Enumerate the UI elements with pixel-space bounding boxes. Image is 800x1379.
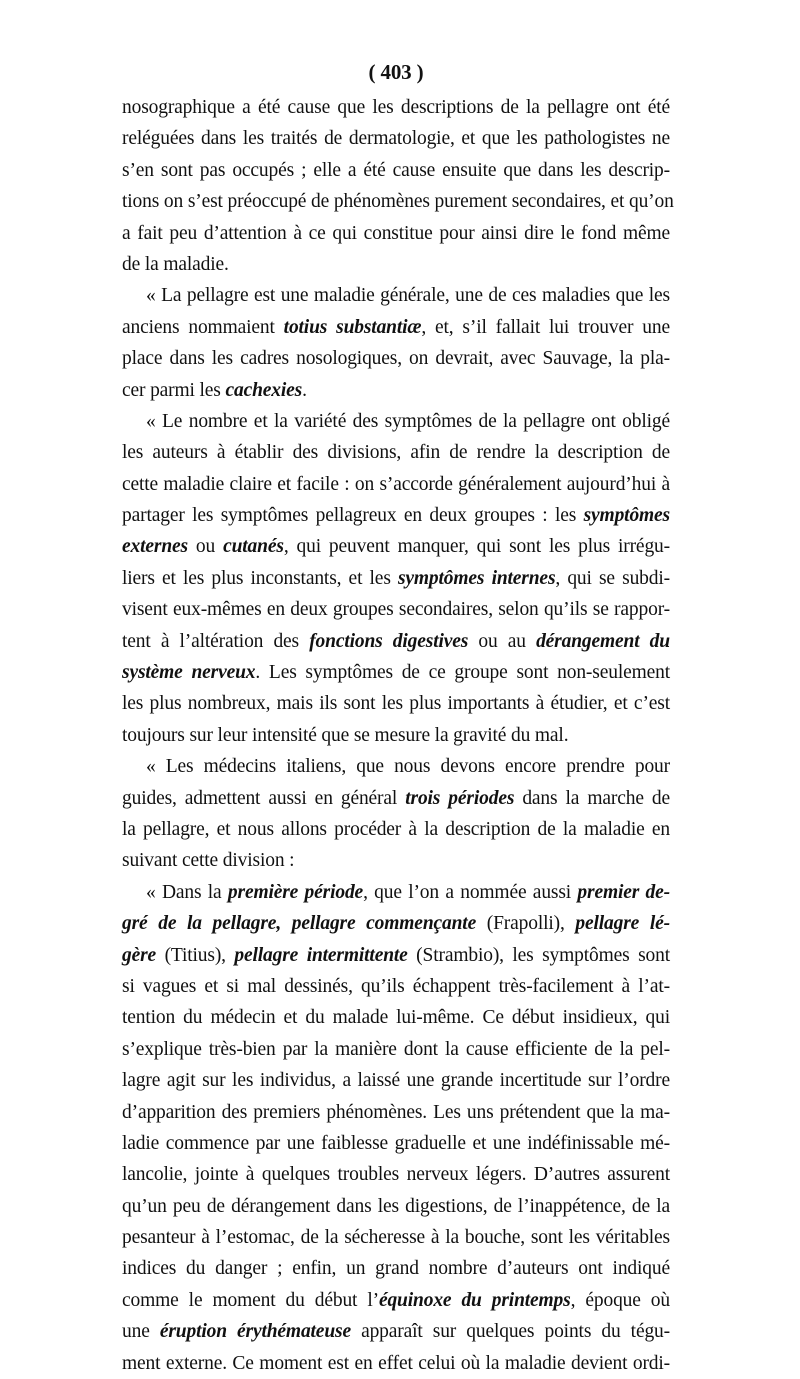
page-number: ( 403 ) — [368, 60, 424, 84]
emphasized-text: gère — [122, 944, 157, 966]
text-line: pesanteur à l’estomac, de la sécheresse à la bouche, sont les véritables — [122, 1227, 670, 1249]
emphasized-text: éruption érythémateuse — [159, 1321, 351, 1343]
text-line — [122, 877, 670, 908]
text-line: lagre agit sur les individus, a laissé une grande incertitude sur l’ordre — [122, 1070, 670, 1092]
text-segment: guides, admettent aussi en général — [122, 787, 406, 809]
emphasized-text: trois périodes — [405, 787, 515, 809]
text-segment: (Frapolli), — [476, 913, 576, 935]
text-line: « Les médecins italiens, que nous devons encore prendre pour — [146, 756, 670, 778]
text-line: tions on s’est préoccupé de phénomènes purement secondaires, et qu’on — [122, 191, 674, 213]
text-segment: une — [122, 1321, 160, 1343]
text-segment: ou au — [468, 630, 537, 652]
emphasized-text: totius substantiæ — [283, 316, 422, 338]
text-segment: « Dans la — [146, 881, 228, 903]
emphasized-text: première période — [227, 881, 364, 903]
text-segment: (Strambio), les symptômes sont — [407, 944, 671, 966]
text-line: ladie commence par une faiblesse graduelle et une indéfinissable mé- — [122, 1132, 670, 1154]
text-line: s’en sont pas occupés ; elle a été cause ensuite que dans les descrip- — [122, 159, 670, 181]
text-line — [122, 312, 670, 343]
emphasized-text: symptômes internes — [397, 567, 556, 589]
text-line — [122, 1316, 670, 1347]
emphasized-text: fonctions digestives — [309, 630, 469, 652]
text-segment: dans la marche de — [514, 787, 670, 809]
text-segment: (Titius), — [156, 944, 235, 966]
text-line: s’explique très-bien par la manière dont la cause efficiente de la pel- — [122, 1038, 670, 1060]
text-segment: , et, s’il fallait lui trouver une — [421, 316, 670, 338]
text-line — [122, 1285, 670, 1316]
body-text — [122, 92, 674, 1379]
text-line: toujours sur leur intensité que se mesure la gravité du mal. — [122, 724, 569, 746]
text-line: les auteurs à établir des divisions, afin de rendre la description de — [122, 442, 670, 464]
text-segment: , époque où — [570, 1289, 670, 1311]
emphasized-text: premier de- — [577, 881, 670, 903]
text-segment: comme le moment du début l’ — [122, 1289, 379, 1311]
text-line — [122, 563, 670, 594]
text-segment: , que l’on a nommée aussi — [363, 881, 578, 903]
book-page — [122, 58, 674, 1379]
emphasized-text: cutanés — [223, 536, 284, 558]
text-line: la pellagre, et nous allons procéder à la description de la maladie en — [122, 818, 670, 840]
text-line: ment externe. Ce moment est en effet celui où la maladie devient ordi- — [122, 1352, 670, 1374]
text-segment: tent à l’altération des — [122, 630, 310, 652]
text-line — [122, 908, 670, 939]
text-line: d’apparition des premiers phénomènes. Les uns prétendent que la ma- — [122, 1101, 670, 1123]
text-line — [122, 626, 670, 657]
text-line: qu’un peu de dérangement dans les digestions, de l’inappétence, de la — [122, 1195, 670, 1217]
text-segment: partager les symptômes pellagreux en deux groupes : les — [122, 505, 584, 527]
text-line: « Le nombre et la variété des symptômes de la pellagre ont obligé — [146, 410, 670, 432]
text-line: tention du médecin et du malade lui-même. Ce début insidieux, qui — [122, 1007, 670, 1029]
text-line: lancolie, jointe à quelques troubles nerveux légers. D’autres assurent — [122, 1164, 670, 1186]
text-segment: anciens nommaient — [122, 316, 284, 338]
emphasized-text: externes — [122, 536, 188, 558]
text-line: de la maladie. — [122, 253, 229, 275]
text-segment: apparaît sur quelques points du tégu- — [350, 1321, 670, 1343]
emphasized-text: cachexies — [225, 379, 303, 401]
emphasized-text: gré de la pellagre, pellagre commençante — [122, 913, 477, 935]
text-segment: cer parmi les — [122, 379, 226, 401]
text-line: les plus nombreux, mais ils sont les plus importants à étudier, et c’est — [122, 693, 670, 715]
emphasized-text: pellagre intermittente — [234, 944, 408, 966]
text-line — [122, 657, 670, 688]
text-line — [122, 500, 670, 531]
emphasized-text: pellagre lé- — [575, 913, 670, 935]
text-line: indices du danger ; enfin, un grand nombre d’auteurs ont indiqué — [122, 1258, 670, 1280]
text-line: cette maladie claire et facile : on s’accorde généralement aujourd’hui à — [122, 473, 670, 495]
text-segment: . — [302, 379, 307, 401]
text-segment: , qui peuvent manquer, qui sont les plus irrégu- — [283, 536, 670, 558]
text-line — [122, 940, 670, 971]
text-line: si vagues et si mal dessinés, qu’ils échappent très-facilement à l’at- — [122, 975, 670, 997]
text-line — [122, 783, 670, 814]
text-line: place dans les cadres nosologiques, on devrait, avec Sauvage, la pla- — [122, 348, 670, 370]
text-segment: . Les symptômes de ce groupe sont non-seulement — [255, 662, 670, 684]
emphasized-text: symptômes — [583, 505, 670, 527]
text-line: reléguées dans les traités de dermatologie, et que les pathologistes ne — [122, 128, 670, 150]
text-line: a fait peu d’attention à ce qui constitue pour ainsi dire le fond même — [122, 222, 670, 244]
text-line: « La pellagre est une maladie générale, une de ces maladies que les — [146, 285, 670, 307]
text-line: nosographique a été cause que les descriptions de la pellagre ont été — [122, 97, 670, 118]
emphasized-text: système nerveux — [122, 662, 256, 684]
text-segment: , qui se subdi- — [555, 567, 670, 589]
text-line — [122, 375, 670, 406]
emphasized-text: équinoxe du printemps — [378, 1289, 571, 1311]
emphasized-text: dérangement du — [536, 630, 670, 652]
text-line: visent eux-mêmes en deux groupes secondaires, selon qu’ils se rappor- — [122, 599, 670, 621]
text-line: suivant cette division : — [122, 850, 295, 872]
text-segment: ou — [187, 536, 224, 558]
text-line — [122, 531, 670, 562]
text-segment: liers et les plus inconstants, et les — [122, 567, 398, 589]
